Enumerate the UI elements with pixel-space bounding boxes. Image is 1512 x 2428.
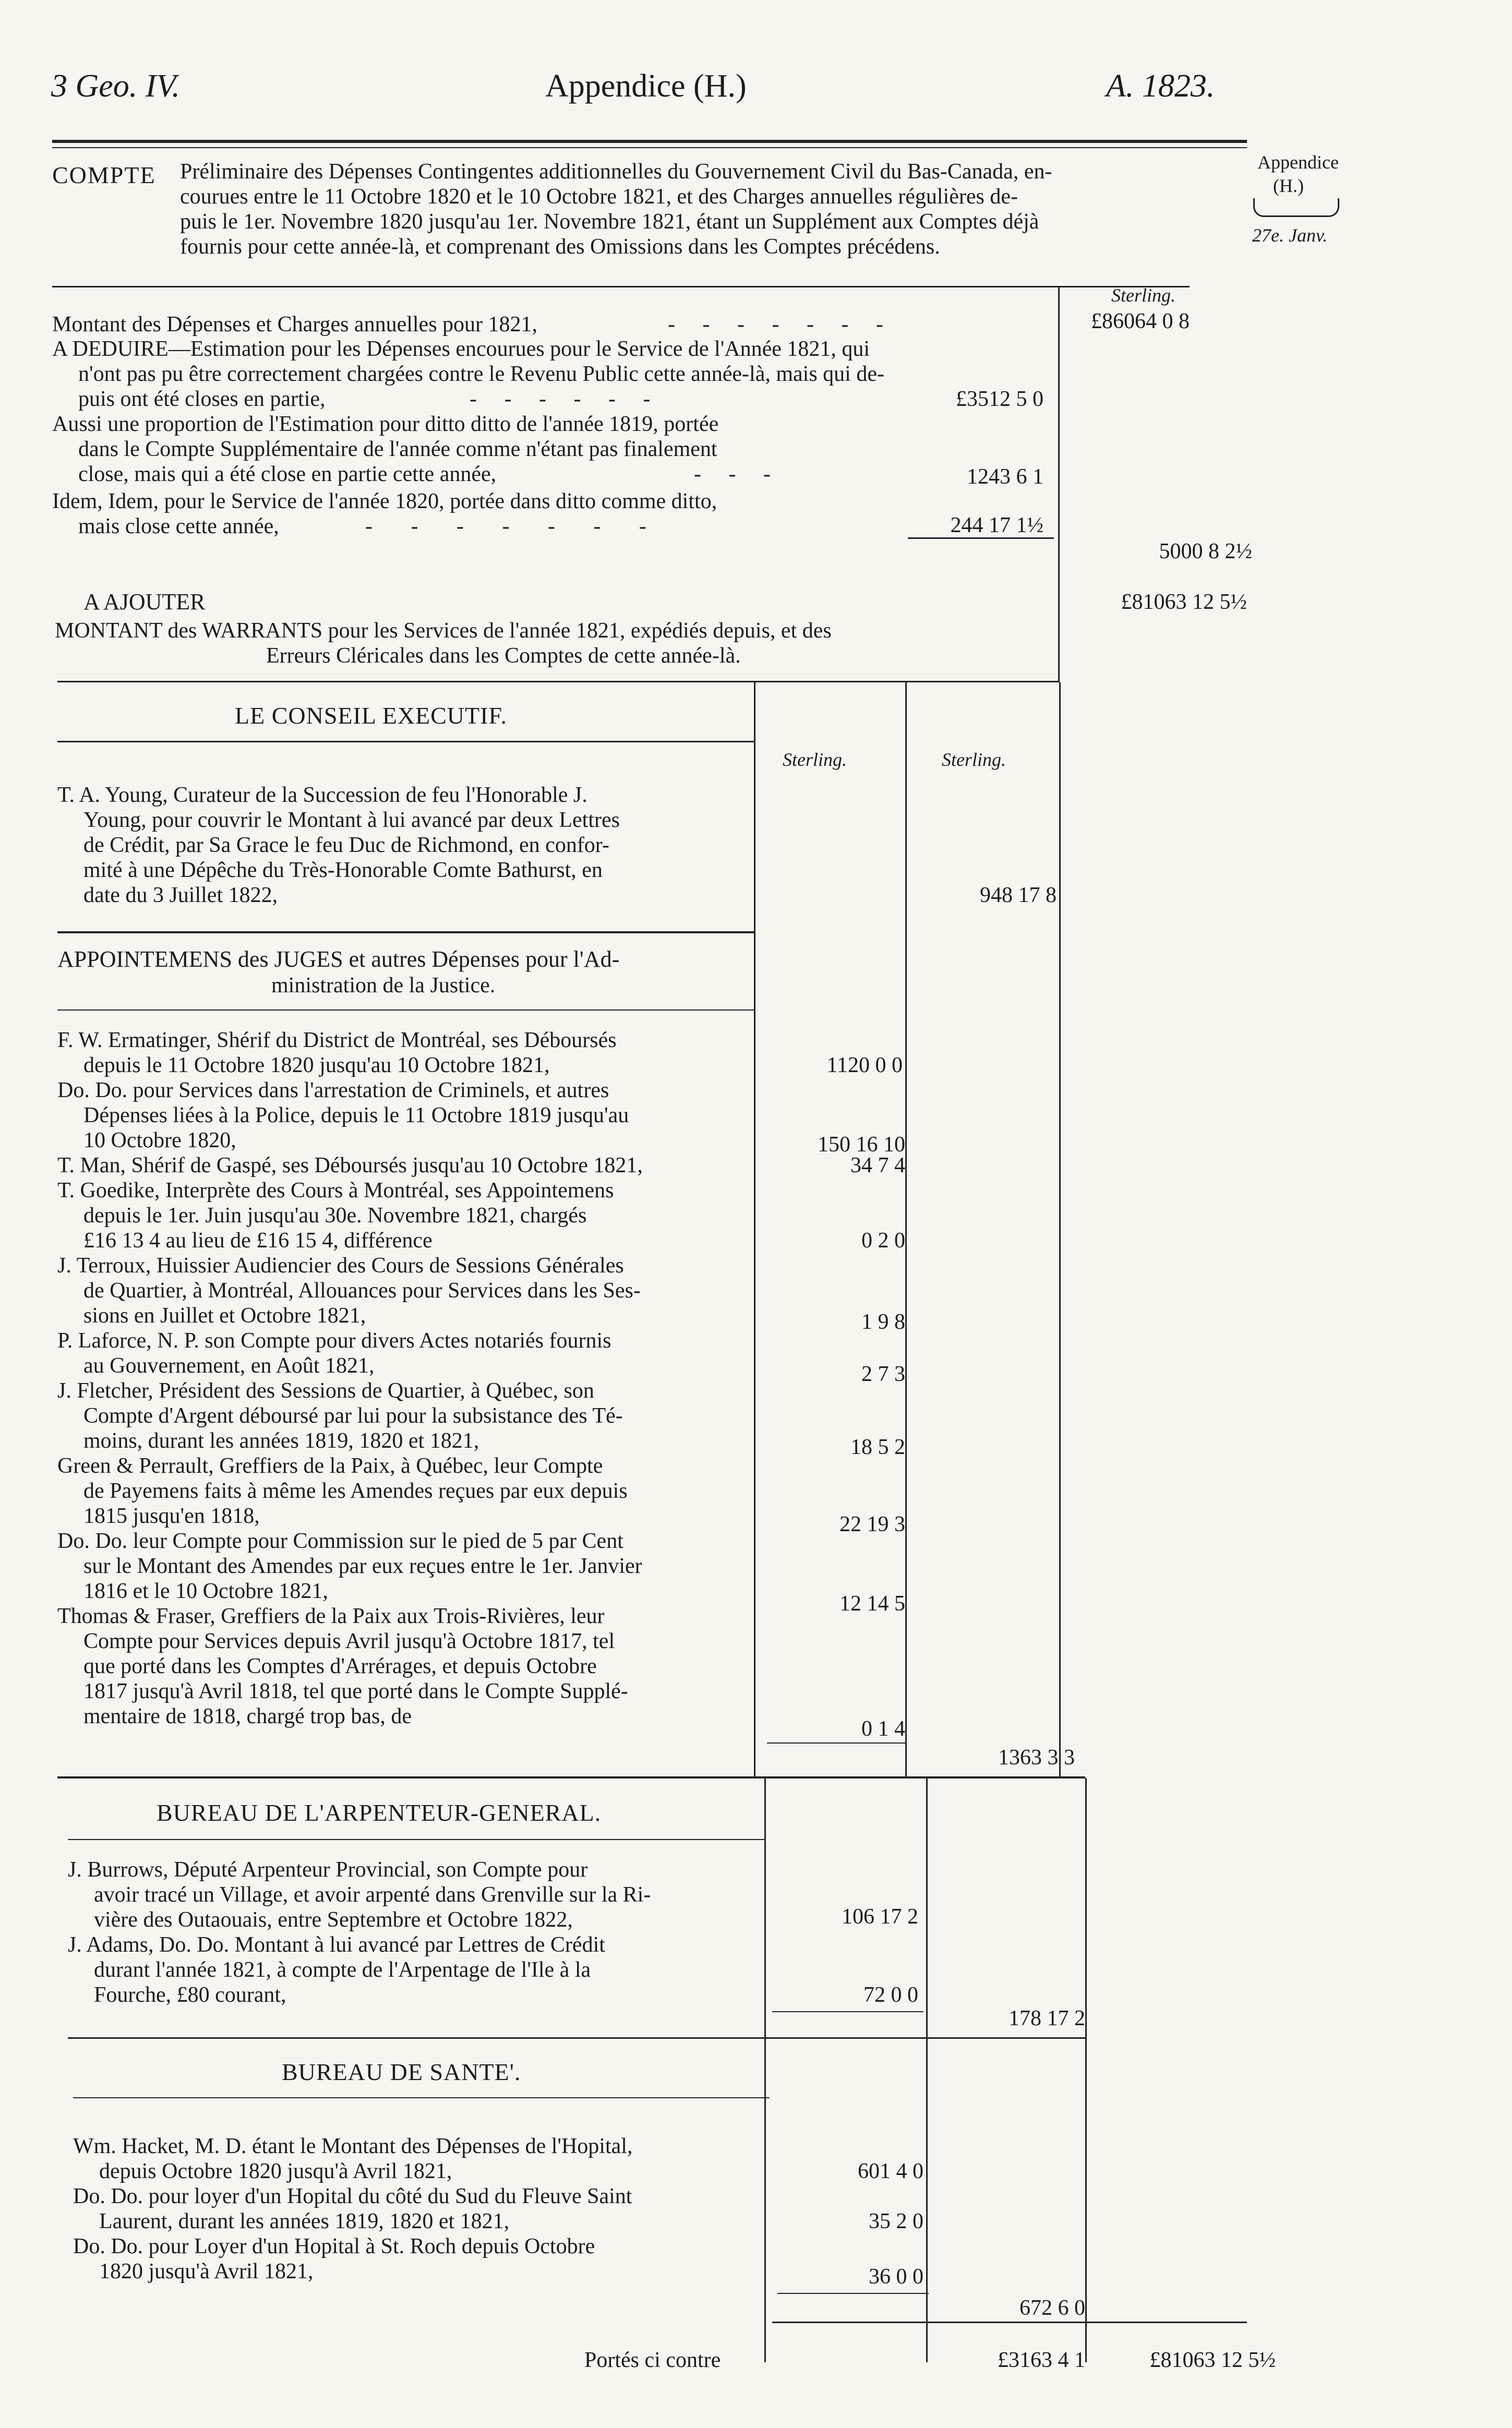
header-rule-1 — [52, 140, 1247, 143]
idem-leaders: - - - - - - - — [365, 514, 646, 538]
deduire-line-1: A DEDUIRE—Estimation pour les Dépenses encourues pour le Service de l'Année 1821, qui — [52, 337, 870, 361]
aussi-value: 1243 6 1 — [967, 465, 1043, 489]
idem-value: 244 17 1½ — [950, 513, 1043, 537]
table-col1-left — [754, 682, 755, 1778]
sante-end-rule — [772, 2322, 1247, 2323]
juges-entry-4-line-2: depuis le 1er. Juin jusqu'au 30e. Novembre 1821, chargés — [83, 1204, 587, 1228]
table-col2-left — [905, 682, 907, 1778]
juges-entry-2-line-3: 10 Octobre 1820, — [83, 1128, 236, 1152]
juges-entry-9-line-3: 1816 et le 10 Octobre 1821, — [83, 1579, 328, 1603]
page-header-left: 3 Geo. IV. — [51, 68, 180, 104]
side-note-h: (H.) — [1273, 175, 1304, 196]
juges-entry-5-value: 1 9 8 — [861, 1310, 905, 1334]
juges-entry-8-line-3: 1815 jusqu'en 1818, — [83, 1504, 260, 1528]
warrants-line-2: Erreurs Cléricales dans les Comptes de cette année-là. — [266, 644, 741, 668]
conseil-total: 948 17 8 — [980, 883, 1057, 907]
aussi-leaders: - - - — [694, 462, 771, 486]
juges-entry-9-line-1: Do. Do. leur Compte pour Commission sur le pied de 5 par Cent — [57, 1529, 623, 1553]
juges-entry-7-line-3: moins, durant les années 1819, 1820 et 1821, — [83, 1429, 479, 1453]
sante-entry-3-value: 36 0 0 — [869, 2265, 923, 2289]
sante-title: BUREAU DE SANTE'. — [282, 2059, 521, 2085]
montant-leaders: - - - - - - - — [668, 312, 883, 336]
deduire-leaders: - - - - - - — [470, 387, 651, 411]
juges-entry-2-line-2: Dépenses liées à la Police, depuis le 11 Octobre 1819 jusqu'au — [83, 1103, 629, 1127]
juges-total: 1363 3 3 — [998, 1746, 1075, 1770]
ajouter-value: £81063 12 5½ — [1121, 590, 1247, 614]
idem-line-2: mais close cette année, — [78, 514, 279, 538]
conseil-line-5: date du 3 Juillet 1822, — [83, 883, 278, 907]
compte-line-4: fournis pour cette année-là, et comprenant des Omissions dans les Comptes précédens. — [180, 235, 940, 259]
juges-end-rule — [57, 1776, 1085, 1778]
page-header-center: Appendice (H.) — [545, 68, 747, 104]
idem-rule — [908, 537, 1054, 539]
juges-entry-3-line-1: T. Man, Shérif de Gaspé, ses Déboursés jusqu'au 10 Octobre 1821, — [57, 1153, 643, 1177]
summary-subtotal: 5000 8 2½ — [1159, 539, 1252, 563]
juges-entry-3-value: 34 7 4 — [850, 1153, 905, 1177]
arpenteur-entry-2-line-2: durant l'année 1821, à compte de l'Arpentage de l'Ile à la — [94, 1958, 591, 1982]
aussi-line-1: Aussi une proportion de l'Estimation pour ditto ditto de l'année 1819, portée — [52, 412, 719, 436]
conseil-line-1: T. A. Young, Curateur de la Succession de feu l'Honorable J. — [57, 783, 587, 807]
arpenteur-end-rule — [68, 2037, 1085, 2039]
aussi-line-2: dans le Compte Supplémentaire de l'année comme n'étant pas finalement — [78, 437, 717, 461]
sante-entry-2-value: 35 2 0 — [869, 2209, 923, 2233]
juges-title-rule — [57, 1009, 754, 1011]
table-col3-left-lower — [1085, 1778, 1087, 2362]
aussi-line-3: close, mais qui a été close en partie cette année, — [78, 462, 497, 486]
juges-entry-10-line-3: que porté dans les Comptes d'Arrérages, et depuis Octobre — [83, 1654, 597, 1678]
warrants-line-1: MONTANT des WARRANTS pour les Services de l'année 1821, expédiés depuis, et des — [55, 619, 832, 643]
juges-entry-4-value: 0 2 0 — [861, 1229, 905, 1253]
sante-title-rule — [73, 2097, 770, 2098]
juges-entry-5-line-2: de Quartier, à Montréal, Allouances pour Services dans les Ses- — [83, 1279, 641, 1303]
deduire-line-2: n'ont pas pu être correctement chargées contre le Revenu Public cette année-là, mais qui de- — [78, 362, 884, 386]
juges-entry-7-value: 18 5 2 — [850, 1435, 905, 1459]
juges-entry-4-line-3: £16 13 4 au lieu de £16 15 4, différence — [83, 1229, 433, 1253]
juges-entry-5-line-1: J. Terroux, Huissier Audiencier des Cours de Sessions Générales — [57, 1254, 624, 1278]
juges-entry-10-line-2: Compte pour Services depuis Avril jusqu'à Octobre 1817, tel — [83, 1629, 615, 1653]
juges-entry-2-line-1: Do. Do. pour Services dans l'arrestation de Criminels, et autres — [57, 1078, 609, 1102]
summary-sterling-label: Sterling. — [1111, 285, 1175, 306]
sante-entry-1-line-1: Wm. Hacket, M. D. étant le Montant des Dépenses de l'Hopital, — [73, 2134, 633, 2158]
compte-line-2: courues entre le 11 Octobre 1820 et le 10 Octobre 1821, et des Charges annuelles régulières de- — [180, 185, 1018, 209]
juges-entry-9-value: 12 14 5 — [839, 1592, 905, 1616]
juges-entry-1-value: 1120 0 0 — [826, 1053, 903, 1077]
summary-column-divider — [1058, 286, 1060, 682]
side-note-appendice: Appendice — [1257, 152, 1339, 173]
sante-entry-3-line-1: Do. Do. pour Loyer d'un Hopital à St. Roch depuis Octobre — [73, 2234, 595, 2258]
juges-entry-7-line-2: Compte d'Argent déboursé par lui pour la subsistance des Té- — [83, 1404, 623, 1428]
conseil-line-3: de Crédit, par Sa Grace le feu Duc de Richmond, en confor- — [83, 833, 609, 857]
juges-entry-6-line-2: au Gouvernement, en Août 1821, — [83, 1354, 375, 1378]
arpenteur-total: 178 17 2 — [1009, 2006, 1085, 2030]
arpenteur-col-rule — [772, 2011, 923, 2012]
arpenteur-entry-1-line-3: vière des Outaouais, entre Septembre et Octobre 1822, — [94, 1908, 573, 1932]
juges-entry-10-line-4: 1817 jusqu'à Avril 1818, tel que porté dans le Compte Supplé- — [83, 1679, 628, 1703]
compte-rule — [52, 286, 1190, 287]
arpenteur-title: BUREAU DE L'ARPENTEUR-GENERAL. — [157, 1799, 602, 1826]
side-note-brace — [1253, 198, 1339, 217]
conseil-line-2: Young, pour couvrir le Montant à lui avancé par deux Lettres — [83, 808, 620, 832]
juges-title-line-1: APPOINTEMENS des JUGES et autres Dépenses pour l'Ad- — [57, 946, 620, 972]
sante-entry-1-value: 601 4 0 — [858, 2159, 923, 2183]
arpenteur-entry-2-line-1: J. Adams, Do. Do. Montant à lui avancé par Lettres de Crédit — [68, 1933, 605, 1957]
juges-entry-6-value: 2 7 3 — [861, 1362, 905, 1386]
juges-entry-1-line-2: depuis le 11 Octobre 1820 jusqu'au 10 Octobre 1821, — [83, 1053, 550, 1077]
side-note-date: 27e. Janv. — [1252, 225, 1328, 246]
juges-entry-10-line-1: Thomas & Fraser, Greffiers de la Paix aux Trois-Rivières, leur — [57, 1604, 605, 1628]
deduire-line-3: puis ont été closes en partie, — [78, 387, 326, 411]
footer-label: Portés ci contre — [584, 2348, 721, 2372]
montant-text: Montant des Dépenses et Charges annuelles pour 1821, — [52, 312, 538, 336]
juges-col-rule — [767, 1742, 905, 1744]
conseil-title: LE CONSEIL EXECUTIF. — [235, 702, 507, 729]
page-header-right: A. 1823. — [1106, 68, 1215, 104]
arpenteur-entry-1-value: 106 17 2 — [842, 1905, 918, 1929]
sante-entry-2-line-2: Laurent, durant les années 1819, 1820 et 1821, — [99, 2209, 510, 2233]
juges-entry-8-line-1: Green & Perrault, Greffiers de la Paix, à Québec, leur Compte — [57, 1454, 603, 1478]
juges-entry-4-line-1: T. Goedike, Interprète des Cours à Montréal, ses Appointemens — [57, 1179, 614, 1203]
conseil-title-rule — [57, 741, 754, 742]
arpenteur-entry-2-line-3: Fourche, £80 courant, — [94, 1983, 286, 2007]
column-2-sterling: Sterling. — [942, 749, 1006, 770]
sante-entry-3-line-2: 1820 jusqu'à Avril 1821, — [99, 2259, 314, 2283]
juges-entry-10-value: 0 1 4 — [861, 1717, 905, 1741]
sante-total: 672 6 0 — [1019, 2296, 1085, 2320]
ajouter-label: A AJOUTER — [83, 589, 206, 615]
table-top-rule — [57, 681, 1059, 682]
juges-entry-1-line-1: F. W. Ermatinger, Shérif du District de Montréal, ses Déboursés — [57, 1028, 617, 1052]
arpenteur-entry-1-line-1: J. Burrows, Député Arpenteur Provincial, son Compte pour — [68, 1858, 588, 1882]
arpenteur-title-rule — [68, 1839, 764, 1840]
table-col2-left-lower — [926, 1778, 928, 2362]
juges-entry-9-line-2: sur le Montant des Amendes par eux reçues entre le 1er. Janvier — [83, 1554, 642, 1578]
conseil-end-rule — [57, 931, 754, 933]
table-col1-left-lower — [764, 1778, 766, 2362]
table-col3-left — [1059, 682, 1061, 1778]
sante-col-rule — [777, 2293, 929, 2294]
sante-entry-1-line-2: depuis Octobre 1820 jusqu'à Avril 1821, — [99, 2159, 452, 2183]
juges-title-line-2: ministration de la Justice. — [271, 973, 496, 997]
juges-entry-6-line-1: P. Laforce, N. P. son Compte pour divers Actes notariés fournis — [57, 1329, 611, 1353]
header-rule-2 — [52, 147, 1247, 148]
sante-entry-2-line-1: Do. Do. pour loyer d'un Hopital du côté du Sud du Fleuve Saint — [73, 2184, 632, 2208]
juges-entry-8-value: 22 19 3 — [839, 1512, 905, 1536]
idem-line-1: Idem, Idem, pour le Service de l'année 1820, portée dans ditto comme ditto, — [52, 489, 717, 513]
juges-entry-7-line-1: J. Fletcher, Président des Sessions de Quartier, à Québec, son — [57, 1379, 594, 1403]
footer-value-2: £81063 12 5½ — [1149, 2348, 1276, 2372]
juges-entry-2-value: 150 16 10 — [818, 1133, 905, 1157]
juges-entry-8-line-2: de Payemens faits à même les Amendes reçues par eux depuis — [83, 1479, 628, 1503]
column-1-sterling: Sterling. — [783, 749, 847, 770]
arpenteur-entry-1-line-2: avoir tracé un Village, et avoir arpenté dans Grenville sur la Ri- — [94, 1883, 651, 1907]
compte-line-1: Préliminaire des Dépenses Contingentes additionnelles du Gouvernement Civil du Bas-Canada, en- — [180, 160, 1052, 184]
juges-entry-5-line-3: sions en Juillet et Octobre 1821, — [83, 1304, 366, 1328]
montant-value: £86064 0 8 — [1091, 309, 1190, 333]
arpenteur-entry-2-value: 72 0 0 — [863, 1983, 918, 2007]
juges-entry-10-line-5: mentaire de 1818, chargé trop bas, de — [83, 1704, 412, 1728]
compte-label: COMPTE — [52, 162, 156, 188]
deduire-value: £3512 5 0 — [956, 387, 1043, 411]
footer-value-1: £3163 4 1 — [998, 2348, 1085, 2372]
conseil-line-4: mité à une Dépêche du Très-Honorable Comte Bathurst, en — [83, 858, 603, 882]
compte-line-3: puis le 1er. Novembre 1820 jusqu'au 1er. Novembre 1821, étant un Supplément aux Comptes déjà — [180, 210, 1039, 234]
